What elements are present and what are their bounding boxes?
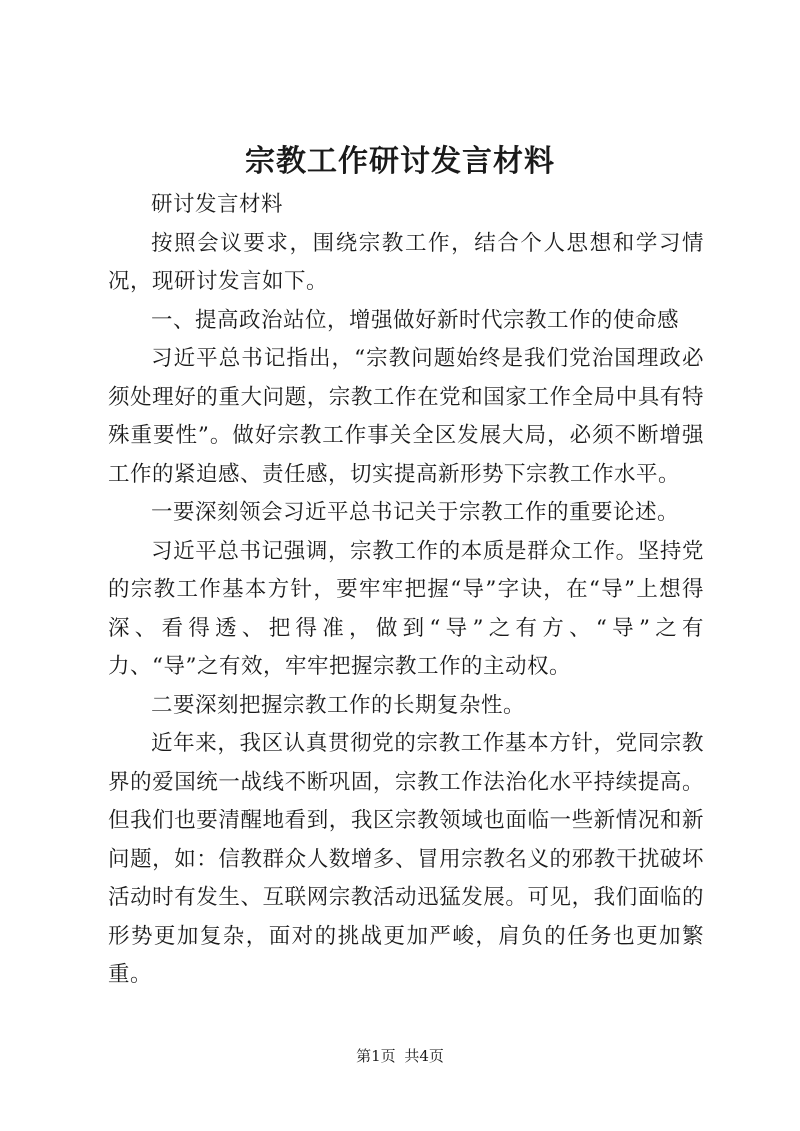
sub-heading-2: 二要深刻把握宗教工作的长期复杂性。 [151,692,526,718]
page-number: 第1页 [356,1047,396,1065]
paragraph: 近年来，我区认真贯彻党的宗教工作基本方针，党同宗教界的爱国统一战线不断巩固，宗教工作法治化水平持续提高。但我们也要清醒地看到，我区宗教领域也面临一些新情况和新问题，如：信教群众人数增多、冒用宗教名义的邪教干扰破坏活动时有发生、互联网宗教活动迅猛发展。可见，我们面临的形势更加复杂，面对的挑战更加严峻，肩负的任务也更加繁重。 [108,731,704,987]
page-total: 共4页 [404,1047,444,1065]
sub-heading-1: 一要深刻领会习近平总书记关于宗教工作的重要论述。 [151,500,680,525]
page-footer [0,1045,800,1067]
paragraph: 习近平总书记指出，“宗教问题始终是我们党治国理政必须处理好的重大问题，宗教工作在党和国家工作全局中具有特殊重要性”。做好宗教工作事关全区发展大局，必须不断增强工作的紧迫感、责任感，切实提高新形势下宗教工作水平。 [108,346,704,487]
document-body [108,186,704,995]
paragraph: 习近平总书记强调，宗教工作的本质是群众工作。坚持党的宗教工作基本方针，要牢牢把握“导”字诀，在“导”上想得深、看得透、把得准，做到“导”之有方、“导”之有力、“导”之有效，牢牢把握宗教工作的主动权。 [108,538,704,679]
paragraph-intro: 按照会议要求，围绕宗教工作，结合个人思想和学习情况，现研讨发言如下。 [108,230,704,294]
section-heading-1: 一、提高政治站位，增强做好新时代宗教工作的使命感 [151,307,680,333]
paragraph-subtitle: 研讨发言材料 [151,192,284,217]
document-title: 宗教工作研讨发言材料 [245,144,555,179]
